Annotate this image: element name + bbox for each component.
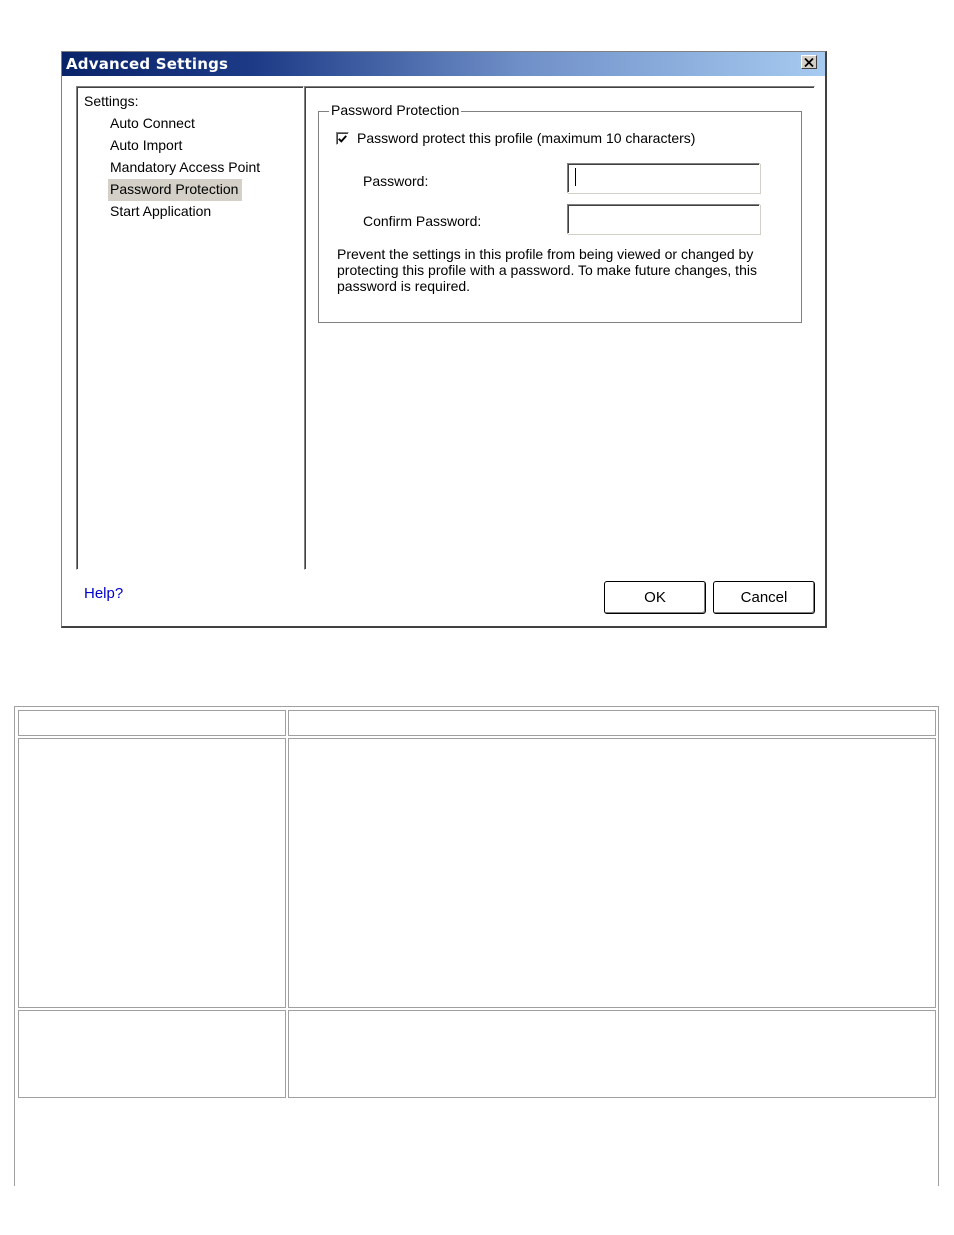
advanced-settings-dialog	[61, 51, 827, 628]
tree-item-password-protection[interactable]: Password Protection	[108, 179, 242, 201]
table-header-cell-2	[288, 710, 936, 736]
tree-root-label: Settings:	[84, 93, 139, 109]
tree-item-auto-connect[interactable]: Auto Connect	[110, 115, 195, 131]
help-link[interactable]: Help?	[84, 585, 124, 602]
password-field[interactable]	[567, 163, 760, 193]
table-row-1-cell-2	[288, 738, 936, 1008]
text-caret	[575, 168, 576, 186]
confirm-password-label: Confirm Password:	[363, 213, 482, 229]
confirm-password-field[interactable]	[567, 204, 760, 234]
dialog-title: Advanced Settings	[66, 55, 229, 73]
close-icon	[804, 58, 814, 67]
group-title: Password Protection	[331, 102, 460, 118]
table-row-2-cell-1	[18, 1010, 286, 1098]
tree-item-start-application[interactable]: Start Application	[110, 203, 212, 219]
checkmark-icon	[338, 130, 347, 146]
password-description: Prevent the settings in this profile from being viewed or changed by protecting this profile with a password. To make future changes, this password is required.	[337, 246, 757, 294]
password-protection-group	[318, 102, 802, 323]
password-protect-checkbox[interactable]	[336, 132, 349, 145]
table-header-cell-1	[18, 710, 286, 736]
password-protect-label: Password protect this profile (maximum 10 characters)	[357, 130, 696, 146]
settings-content-panel	[304, 86, 815, 570]
password-label: Password:	[363, 173, 429, 189]
info-table	[14, 706, 939, 1186]
password-protect-row	[336, 130, 695, 146]
title-bar[interactable]	[62, 52, 825, 76]
settings-tree[interactable]	[76, 86, 304, 570]
table-row-1-cell-1	[18, 738, 286, 1008]
cancel-button[interactable]: Cancel	[713, 581, 815, 614]
tree-item-mandatory-access-point[interactable]: Mandatory Access Point	[110, 159, 261, 175]
ok-button[interactable]: OK	[604, 581, 706, 614]
close-button[interactable]	[801, 55, 817, 69]
table-row-2-cell-2	[288, 1010, 936, 1098]
tree-item-auto-import[interactable]: Auto Import	[110, 137, 183, 153]
tree-list	[108, 113, 264, 223]
